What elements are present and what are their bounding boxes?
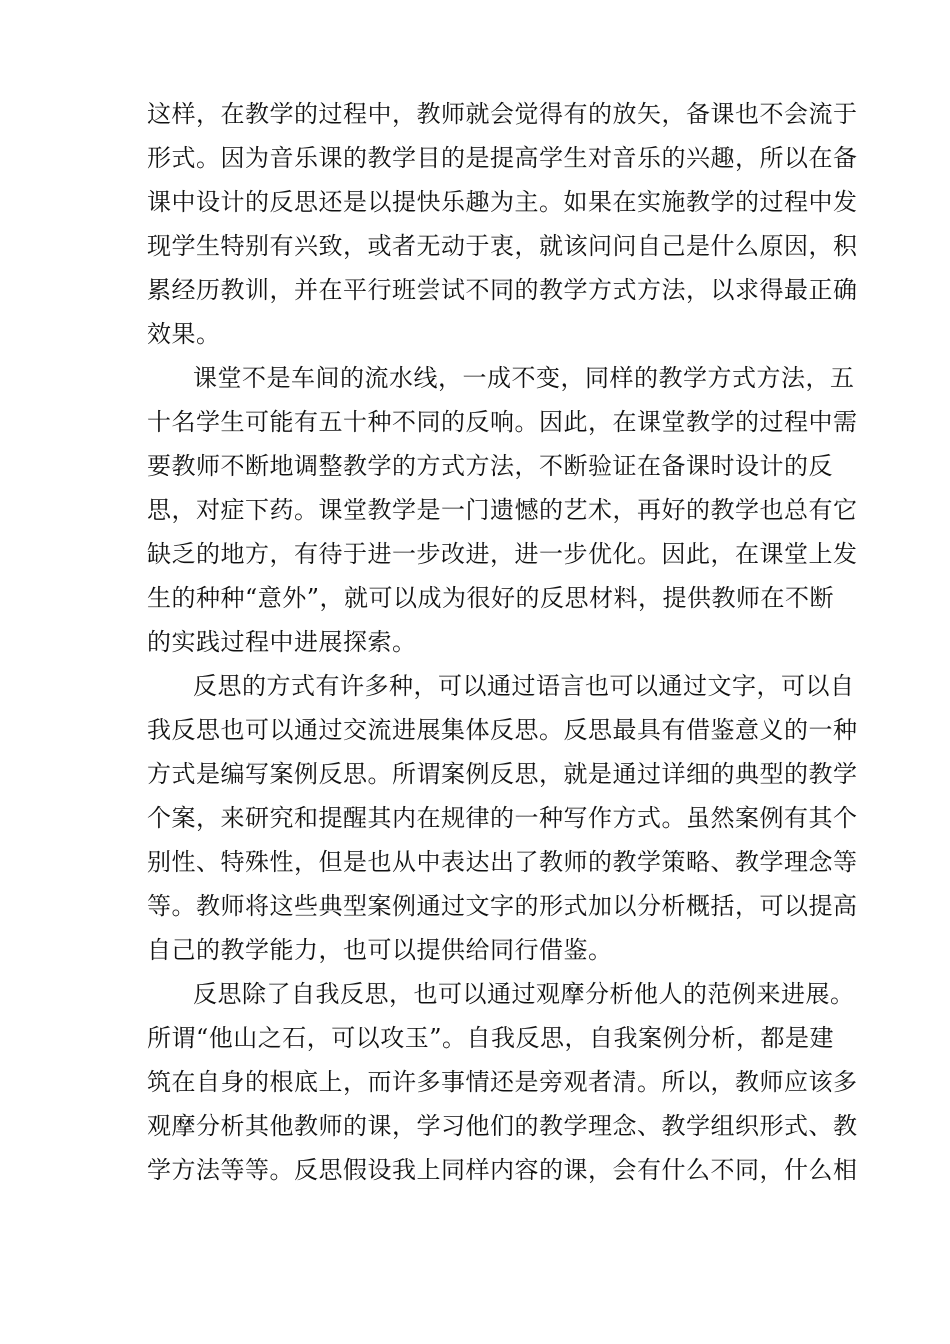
text-line: 等。教师将这些典型案例通过文字的形式加以分析概括，可以提高	[147, 892, 858, 920]
paragraph-first-line: 课堂不是车间的流水线，一成不变，同样的教学方式方法，五	[193, 364, 855, 392]
text-line: 要教师不断地调整教学的方式方法，不断验证在备课时设计的反	[147, 452, 833, 480]
text-line: 缺乏的地方，有待于进一步改进，进一步优化。因此，在课堂上发	[147, 540, 858, 568]
text-line: 效果。	[147, 320, 221, 348]
text-line: 十名学生可能有五十种不同的反响。因此，在课堂教学的过程中需	[147, 408, 858, 436]
text-line: 形式。因为音乐课的教学目的是提高学生对音乐的兴趣，所以在备	[147, 144, 858, 172]
text-line: 所谓“他山之石，可以攻玉”。自我反思，自我案例分析，都是建	[147, 1024, 835, 1052]
body-text	[147, 92, 858, 1192]
paragraph-first-line: 反思的方式有许多种，可以通过语言也可以通过文字，可以自	[193, 672, 855, 700]
text-line: 学方法等等。反思假设我上同样内容的课，会有什么不同，什么相	[147, 1156, 858, 1184]
text-line: 我反思也可以通过交流进展集体反思。反思最具有借鉴意义的一种	[147, 716, 858, 744]
text-line: 别性、特殊性，但是也从中表达出了教师的教学策略、教学理念等	[147, 848, 858, 876]
paragraph-first-line: 反思除了自我反思，也可以通过观摩分析他人的范例来进展。	[193, 980, 855, 1008]
text-line: 生的种种“意外”，就可以成为很好的反思材料，提供教师在不断	[147, 584, 835, 612]
text-line: 累经历教训，并在平行班尝试不同的教学方式方法，以求得最正确	[147, 276, 858, 304]
text-line: 方式是编写案例反思。所谓案例反思，就是通过详细的典型的教学	[147, 760, 858, 788]
text-line: 个案，来研究和提醒其内在规律的一种写作方式。虽然案例有其个	[147, 804, 858, 832]
text-line: 这样，在教学的过程中，教师就会觉得有的放矢，备课也不会流于	[147, 100, 858, 128]
text-line: 观摩分析其他教师的课，学习他们的教学理念、教学组织形式、教	[147, 1112, 858, 1140]
text-line: 的实践过程中进展探索。	[147, 628, 417, 656]
text-line: 思，对症下药。课堂教学是一门遗憾的艺术，再好的教学也总有它	[147, 496, 858, 524]
text-line: 现学生特别有兴致，或者无动于衷，就该问问自己是什么原因，积	[147, 232, 858, 260]
text-line: 自己的教学能力，也可以提供给同行借鉴。	[147, 936, 613, 964]
text-line: 课中设计的反思还是以提快乐趣为主。如果在实施教学的过程中发	[147, 188, 858, 216]
text-line: 筑在自身的根底上，而许多事情还是旁观者清。所以，教师应该多	[147, 1068, 858, 1096]
